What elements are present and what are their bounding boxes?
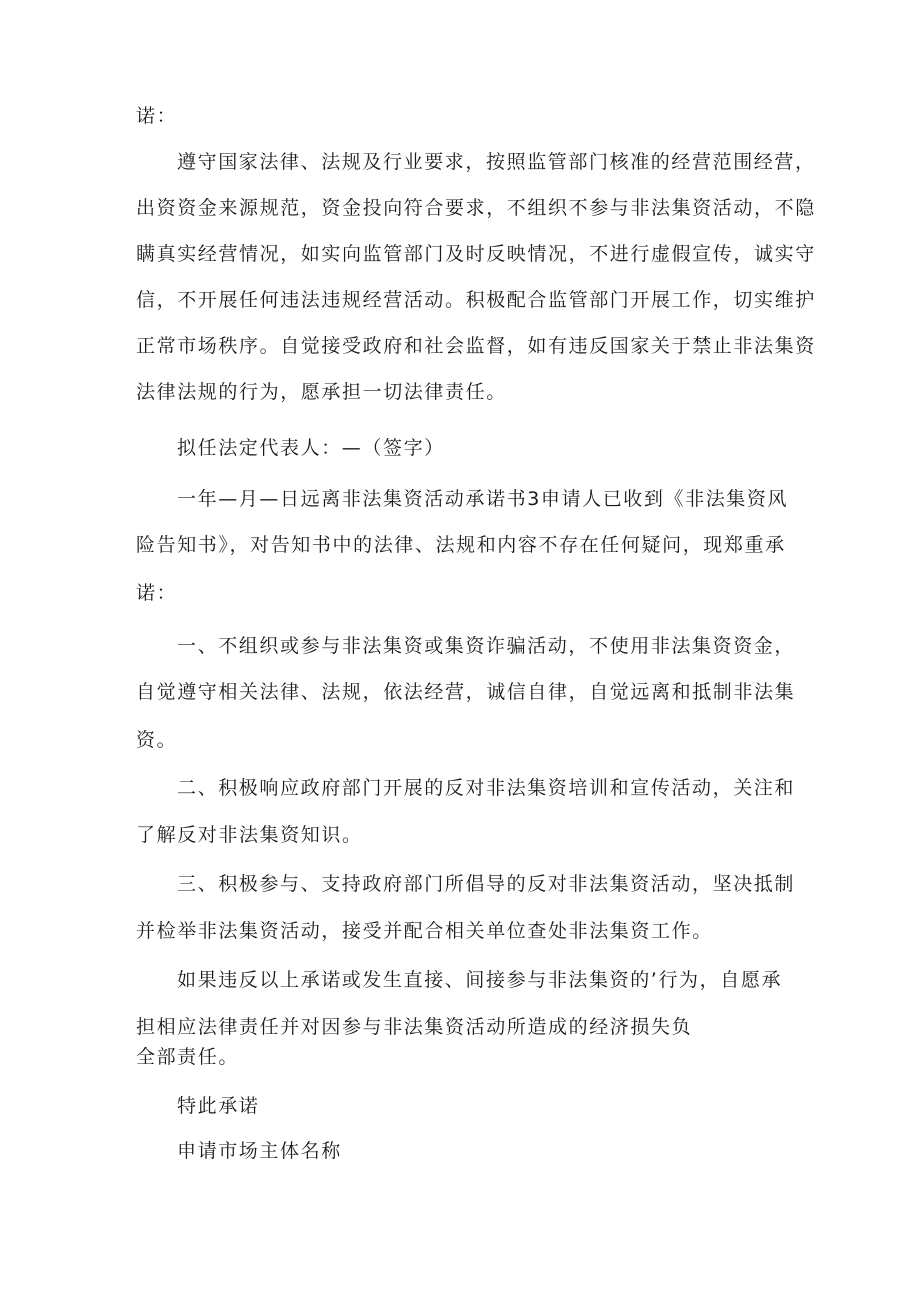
text-line: 正常市场秩序。自觉接受政府和社会监督，如有违反国家关于禁止非法集资	[136, 335, 816, 357]
text-line: 险告知书》，对告知书中的法律、法规和内容不存在任何疑问，现郑重承	[136, 534, 786, 556]
text-line: 出资资金来源规范，资金投向符合要求，不组织不参与非法集资活动，不隐	[136, 197, 816, 219]
text-line: 遵守国家法律、法规及行业要求，按照监管部门核准的经营范围经营，	[177, 151, 816, 173]
text-line: 一、不组织或参与非法集资或集资诈骗活动，不使用非法集资资金，	[177, 635, 796, 657]
text-line: 了解反对非法集资知识。	[136, 824, 363, 846]
text-line: 二、积极响应政府部门开展的反对非法集资培训和宣传活动，关注和	[177, 777, 796, 799]
text-line: 担相应法律责任并对因参与非法集资活动所造成的经济损失负	[136, 1016, 693, 1038]
text-line: 瞒真实经营情况，如实向监管部门及时反映情况，不进行虚假宣传，诚实守	[136, 243, 816, 265]
text-line: 法律法规的行为，愿承担一切法律责任。	[136, 381, 507, 403]
text-line: 诺：	[136, 105, 178, 127]
text-line: 三、积极参与、支持政府部门所倡导的反对非法集资活动，坚决抵制	[177, 873, 796, 895]
text-line: 并检举非法集资活动，接受并配合相关单位查处非法集资工作。	[136, 920, 713, 942]
text-line: 自觉遵守相关法律、法规，依法经营，诚信自律，自觉远离和抵制非法集	[136, 681, 796, 703]
text-line: 特此承诺	[177, 1095, 260, 1117]
text-line: 一年—月—日远离非法集资活动承诺书3申请人已收到《非法集资风	[177, 488, 789, 510]
text-line: 诺：	[136, 582, 178, 604]
text-line: 资。	[136, 729, 178, 751]
text-line: 如果违反以上承诺或发生直接、间接参与非法集资的’行为，自愿承	[177, 969, 783, 991]
text-line: 全部责任。	[136, 1046, 240, 1068]
text-line: 申请市场主体名称	[177, 1140, 342, 1162]
text-line: 信，不开展任何违法违规经营活动。积极配合监管部门开展工作，切实维护	[136, 289, 816, 311]
text-line: 拟任法定代表人：—（签字）	[177, 437, 445, 459]
